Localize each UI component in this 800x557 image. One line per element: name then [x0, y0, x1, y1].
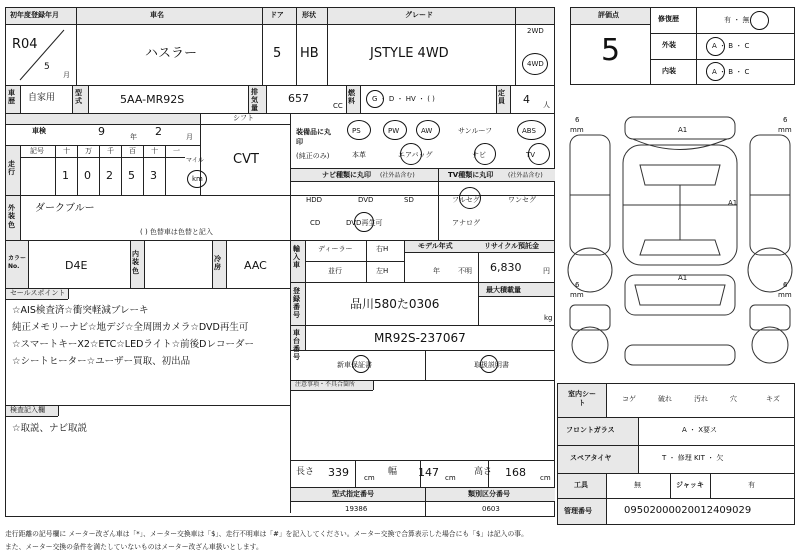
eval-interior-ring — [706, 62, 725, 81]
dims-length-unit: cm — [364, 474, 375, 482]
mileage-digit-header: 万 — [85, 147, 92, 155]
dims-length: 339 — [328, 466, 349, 479]
equipment-ring — [474, 143, 496, 165]
eval-interior-label: 内装 — [662, 67, 676, 75]
grade-value: JSTYLE 4WD — [370, 46, 449, 61]
navi-label: ナビ種類に丸印 — [322, 171, 371, 179]
maxload-unit: kg — [544, 314, 553, 322]
tread-fl: 6 — [575, 116, 580, 124]
inspector-label: 検査記入欄 — [10, 406, 45, 414]
reg-value: 品川580た0306 — [350, 297, 440, 311]
model-label: 型式 — [75, 89, 82, 106]
inspection-month-unit: 月 — [186, 133, 193, 141]
dims-height-label: 高さ — [474, 467, 493, 477]
chassis-label: 車台番号 — [293, 329, 300, 362]
equipment-ring — [347, 120, 371, 140]
dims-width: 147 — [418, 466, 439, 479]
disp-value: 657 — [288, 92, 309, 105]
category-label: 類別区分番号 — [468, 490, 510, 498]
mileage-unit-mile: マイル — [186, 157, 204, 164]
equipment-item: 本革 — [352, 151, 366, 159]
inspection-month: 2 — [155, 125, 162, 138]
tools-value: 無 — [634, 481, 641, 489]
recycle-unit: 円 — [543, 267, 550, 275]
mgmt-label: 管理番号 — [564, 507, 592, 515]
doors-label: ドア — [270, 11, 284, 19]
shift-value: CVT — [233, 152, 259, 167]
cap-value: 4 — [523, 93, 530, 106]
import-parallel: 並行 — [328, 267, 342, 275]
inspection-header-bg — [6, 114, 200, 124]
seat-item: 汚れ — [694, 395, 708, 403]
dims-width-unit: cm — [445, 474, 456, 482]
eval-repair-label: 修復歴 — [658, 15, 679, 23]
mileage-cell-divider — [165, 145, 166, 195]
equipment-ring — [517, 120, 546, 140]
tv-label: TV種類に丸印 — [448, 171, 494, 179]
eval-exterior-options: A ・ B ・ C — [712, 42, 750, 50]
disp-label: 排気量 — [251, 88, 258, 113]
usage-label: 車歴 — [8, 89, 15, 106]
navi-dvdplay-ring — [354, 212, 374, 232]
chassis-value: MR92S-237067 — [374, 331, 466, 345]
dims-height: 168 — [505, 466, 526, 479]
tv-item: フルセグ — [452, 196, 480, 204]
equipment-sub: (純正のみ) — [296, 152, 330, 160]
eval-exterior-label: 外装 — [662, 41, 676, 49]
mileage-digit: 3 — [150, 169, 157, 182]
seat-item: 穴 — [730, 395, 737, 403]
mileage-digit-header: 十 — [63, 147, 70, 155]
reg-label: 登録番号 — [293, 287, 300, 320]
seat-item: 破れ — [658, 395, 672, 403]
car-name-value: ハスラー — [145, 46, 198, 61]
notes-label: 注意事項・不具合箇所 — [295, 381, 356, 388]
usage-value: 自家用 — [28, 93, 56, 103]
fuel-label: 燃料 — [348, 89, 355, 106]
mileage-cell-divider — [77, 145, 78, 195]
colorno-value: D4E — [65, 259, 88, 272]
disp-unit: CC — [333, 102, 343, 110]
inspector-line: ☆取説、ナビ取説 — [12, 423, 88, 434]
equipment-ring — [528, 143, 550, 165]
modelyear-unknown: 不明 — [458, 267, 472, 275]
dims-height-unit: cm — [540, 474, 551, 482]
recycle-value: 6,830 — [490, 261, 522, 274]
tread-fr: 6 — [783, 116, 788, 124]
eval-exterior-ring — [706, 37, 725, 56]
mileage-digit: 1 — [62, 169, 69, 182]
fuel-options: G ・ D ・ HV ・ ( ) — [372, 95, 435, 103]
tread-fl-unit: mm — [570, 126, 584, 134]
colorno-label: カラーNo. — [8, 255, 27, 270]
eval-value: 5 — [601, 33, 621, 68]
seat-label: 室内シート — [568, 390, 596, 408]
mileage-cell-divider — [121, 145, 122, 195]
eval-repair-options: 有 ・ 無 — [724, 16, 750, 24]
maxload-label: 最大積載量 — [486, 286, 521, 294]
navi-sub: (社外品含む) — [380, 172, 415, 179]
spare-label: スペアタイヤ — [570, 454, 612, 462]
ac-value: AAC — [244, 259, 267, 272]
category-value: 0603 — [482, 505, 500, 513]
type-header-bg — [291, 488, 555, 501]
shift-label: シフト — [233, 114, 254, 122]
equipment-label: 装備品に丸印 — [296, 128, 331, 146]
seat-item: コゲ — [622, 395, 636, 403]
shape-value: HB — [300, 46, 319, 61]
damage-mark-2: A1 — [728, 199, 738, 207]
modelyear-label: モデル年式 — [418, 242, 453, 250]
navi-item: CD — [310, 219, 321, 227]
first-reg-era: R04 — [12, 37, 38, 52]
color-note: ( ) 色替車は色替と記入 — [140, 228, 213, 236]
sales-label: セールスポイント — [10, 289, 66, 297]
equipment-ring — [400, 143, 422, 165]
sales-line: ☆AIS検査済☆衝突軽減ブレーキ — [12, 305, 149, 316]
drive-4wd-ring — [522, 53, 548, 75]
model-value: 5AA-MR92S — [120, 93, 185, 106]
tread-rr-unit: mm — [778, 291, 792, 299]
car-diagram — [565, 105, 797, 385]
navi-item: HDD — [306, 196, 323, 204]
tv-item: ワンセグ — [508, 196, 536, 204]
type-label: 型式指定番号 — [332, 490, 374, 498]
equipment-item: PW — [388, 127, 400, 135]
recycle-label: リサイクル預託金 — [484, 242, 540, 250]
jack-value: 有 — [748, 481, 755, 489]
dims-length-label: 長さ — [296, 467, 315, 477]
navi-item: DVD — [358, 196, 374, 204]
equipment-item: ABS — [522, 127, 536, 135]
warranty-manual: 取扱説明書 — [474, 361, 509, 369]
import-dealer: ディーラー — [318, 245, 353, 253]
color-value: ダークブルー — [35, 203, 95, 214]
modelyear-unit: 年 — [433, 267, 440, 275]
seat-item: キズ — [766, 395, 780, 403]
inspection-year-unit: 年 — [130, 133, 137, 141]
car-name-label: 車名 — [150, 11, 164, 19]
navi-item: DVD再生可 — [346, 219, 383, 227]
windshield-options: A ・ X要ス — [682, 426, 718, 434]
equipment-item: ナビ — [472, 151, 486, 159]
inspection-label: 車検 — [32, 127, 46, 135]
sales-line: ☆スマートキーX2☆ETC☆LEDライト☆前後Dレコーダー — [12, 339, 254, 350]
damage-mark-1: A1 — [678, 126, 688, 134]
import-right: 右H — [376, 245, 389, 253]
eval-label: 評価点 — [598, 11, 619, 19]
warranty-manual-ring — [480, 355, 498, 373]
navi-item: SD — [404, 196, 414, 204]
eval-interior-options: A ・ B ・ C — [712, 68, 750, 76]
mileage-unit-km: km — [192, 175, 203, 183]
tv-fullseg-ring — [459, 187, 481, 209]
tread-rl: 6 — [575, 281, 580, 289]
doors-value: 5 — [273, 46, 282, 61]
mileage-cell-divider — [55, 145, 56, 195]
mileage-digit-header: 百 — [129, 147, 136, 155]
eval-repair-ring — [750, 11, 769, 30]
dims-width-label: 幅 — [388, 467, 398, 477]
warranty-newcar: 新車保証書 — [337, 361, 372, 369]
mgmt-value: 095020000200124090​29 — [624, 505, 752, 516]
equipment-item: TV — [526, 151, 536, 159]
equipment-item: エアバッグ — [398, 151, 433, 159]
sales-line: 純正メモリーナビ☆地デジ☆全周囲カメラ☆DVD再生可 — [12, 322, 249, 333]
tread-rl-unit: mm — [570, 291, 584, 299]
footer-line-2: また、メーター交換の条件を満たしていないものはメーター改ざん車扱いとします。 — [5, 543, 263, 551]
mileage-km-ring — [187, 170, 207, 188]
mileage-digit: 0 — [84, 169, 91, 182]
mileage-record-label: 記号 — [30, 147, 44, 155]
mileage-digit-header: 十 — [151, 147, 158, 155]
mileage-cell-divider — [99, 145, 100, 195]
import-left: 左H — [376, 267, 389, 275]
drive-2wd: 2WD — [527, 27, 544, 35]
equipment-item: AW — [421, 127, 433, 135]
cap-unit: 人 — [543, 101, 550, 109]
type-value: 19386 — [345, 505, 368, 513]
footer-line-1: 走行距離の記号欄に メーター改ざん車は「*」、メーター交換車は「$」、走行不明車は「#」を記入してください。メーター交換で合算表示した場合にも「$」は記入の事。 — [5, 530, 528, 538]
equipment-item: PS — [352, 127, 361, 135]
tread-rr: 6 — [783, 281, 788, 289]
tread-fr-unit: mm — [778, 126, 792, 134]
shape-label: 形状 — [302, 11, 316, 19]
mileage-digit-header: 一 — [173, 147, 180, 155]
mileage-digit: 5 — [128, 169, 135, 182]
intcolor-label: 内装色 — [132, 250, 139, 275]
equipment-ring — [383, 120, 407, 140]
mileage-digit-header: 千 — [107, 147, 114, 155]
first-reg-month-unit: 月 — [63, 71, 70, 79]
color-label: 外装色 — [8, 204, 15, 229]
mileage-cell-divider — [143, 145, 144, 195]
mileage-digit: 2 — [106, 169, 113, 182]
fuel-g-ring — [366, 90, 384, 108]
first-reg-month: 5 — [44, 62, 50, 72]
tv-item: アナログ — [452, 219, 480, 227]
import-label: 輸入車 — [293, 245, 300, 270]
tv-sub: (社外品含む) — [508, 172, 543, 179]
warranty-newcar-ring — [352, 355, 370, 373]
mileage-label: 走行 — [8, 160, 15, 177]
damage-mark-3: A1 — [678, 274, 688, 282]
first-reg-label: 初年度登録年月 — [10, 11, 59, 19]
equipment-item: サンルーフ — [458, 127, 493, 135]
inspection-year: 9 — [98, 125, 105, 138]
drive-4wd: 4WD — [527, 60, 544, 68]
ac-label: 冷房 — [214, 255, 221, 272]
equipment-ring — [416, 120, 440, 140]
jack-label: ジャッキ — [676, 481, 704, 489]
main-form — [5, 7, 555, 517]
cap-label: 定員 — [498, 89, 505, 106]
sales-line: ☆シートヒーター☆ユーザー買取、初出品 — [12, 356, 191, 367]
windshield-label: フロントガラス — [566, 426, 615, 434]
grade-label: グレード — [405, 11, 433, 19]
spare-options: T ・ 修理 KIT ・ 欠 — [662, 454, 724, 462]
tools-label: 工具 — [574, 481, 588, 489]
